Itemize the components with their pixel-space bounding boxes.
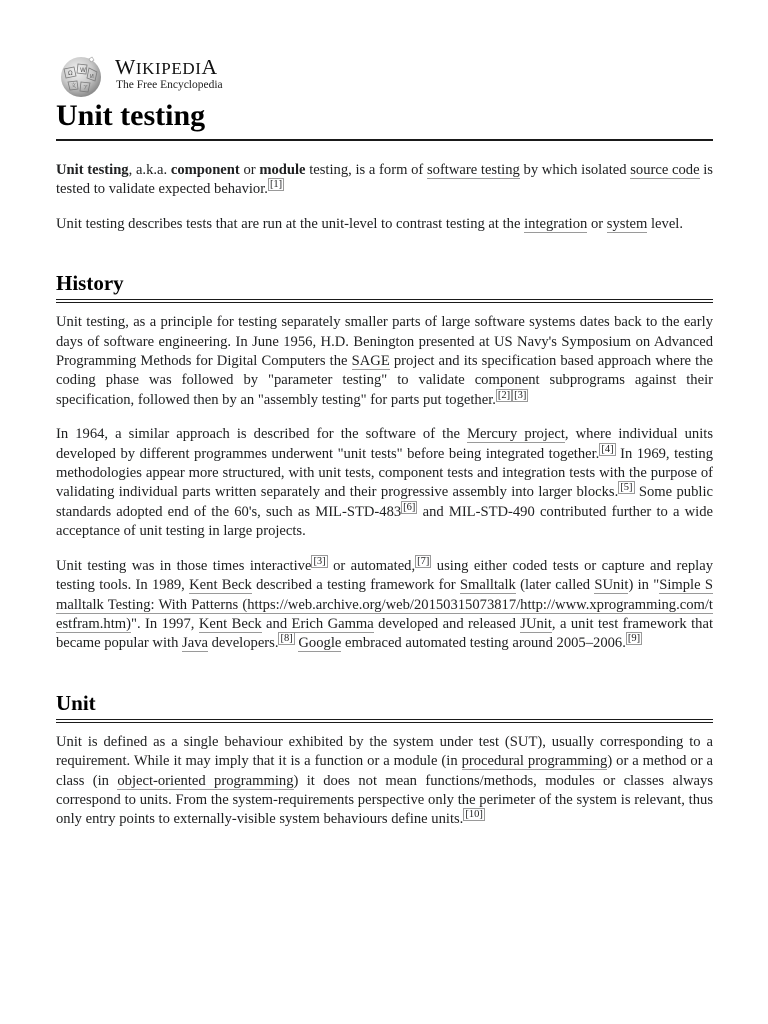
link-integration[interactable]: integration xyxy=(524,215,588,232)
wikipedia-brand[interactable] xyxy=(56,52,713,98)
svg-text:И: И xyxy=(90,74,94,80)
link-system[interactable]: system xyxy=(606,215,648,232)
link-junit[interactable]: JUnit xyxy=(520,615,552,632)
history-paragraph-3: Unit testing was in those times interactive [3] or automated, [7] using either coded tests or capture and replay testing tools. In 1989, Kent Beck described a testing framework for Smalltalk (later called SUnit) in "Simple Smalltalk Testing: With Patterns (https://web.archive.org/web/20150315073817/http://www.xprogramming.com/testfram.htm)". In 1997, Kent Beck and Erich Gamma developed and released JUnit, a unit test framework that became popular with Java developers. [8] Google embraced automated testing around 2005–2006. [9] xyxy=(56,555,713,652)
history-paragraph-2: In 1964, a similar approach is described for the software of the Mercury project, where individual units developed by different programmes underwent "unit tests" before being integrated together. [4] In 1969, testing methodologies appear more structured, with unit tests, component tests and integration tests with the purpose of validating individual parts written separately and their progressive assembly into larger blocks. [5] Some public standards adopted end of the 60's, such as MIL-STD-483 [6] and MIL-STD-490 contributed further to a wide acceptance of unit testing in large projects. xyxy=(56,426,714,540)
link-erich-gamma[interactable]: Erich Gamma xyxy=(291,615,374,632)
link-google[interactable]: Google xyxy=(298,635,342,652)
intro-paragraph-1: Unit testing, a.k.a. component or module testing, is a form of software testing by which isolated source code is tested to validate expected behavior. [1] xyxy=(56,162,713,198)
link-mercury-project[interactable]: Mercury project xyxy=(467,426,565,443)
link-source-code[interactable]: source code xyxy=(630,162,700,178)
link-kent-beck-2[interactable]: Kent Beck xyxy=(198,615,262,632)
reference-5[interactable]: [5] xyxy=(620,482,633,494)
link-procedural-programming[interactable]: procedural programming xyxy=(461,753,608,770)
wikipedia-tagline: The Free Encyclopedia xyxy=(116,79,223,91)
reference-4[interactable]: [4] xyxy=(601,443,614,455)
link-smalltalk[interactable]: Smalltalk xyxy=(459,577,516,594)
link-software-testing[interactable]: software testing xyxy=(426,162,520,178)
intro-paragraph-2: Unit testing describes tests that are run at the unit-level to contrast testing at the integration or system level. xyxy=(56,215,684,232)
reference-2[interactable]: [2] xyxy=(497,389,511,401)
link-java[interactable]: Java xyxy=(182,635,208,652)
reference-3[interactable]: [3] xyxy=(514,389,527,401)
link-simple-smalltalk-testing[interactable]: Simple Smalltalk Testing: With Patterns (https://web.archive.org/web/20150315073817/http://www.xprogramming.com/testfram.htm) xyxy=(56,577,713,632)
svg-text:W: W xyxy=(80,67,86,74)
svg-text:Ω: Ω xyxy=(68,70,73,77)
reference-1[interactable]: [1] xyxy=(269,179,283,191)
reference-3[interactable]: [3] xyxy=(313,555,326,567)
reference-9[interactable]: [9] xyxy=(627,633,641,645)
link-sunit[interactable]: SUnit xyxy=(594,577,629,594)
link-kent-beck[interactable]: Kent Beck xyxy=(189,577,252,594)
section-heading-history: History xyxy=(56,270,713,303)
unit-paragraph-1: Unit is defined as a single behaviour exhibited by the system under test (SUT), usually corresponding to a requirement. While it may imply that it is a function or a module (in procedural programming) or a method or a class (in object-oriented programming) it does not mean functions/methods, modules or classes always correspond to units. From the system-requirements perspective only the perimeter of the system is relevant, thus only entry points to externally-visible system behaviours define units. [10] xyxy=(56,733,713,828)
wikipedia-globe-icon xyxy=(56,54,106,98)
history-paragraph-1: Unit testing, as a principle for testing separately smaller parts of large software systems dates back to the early days of software engineering. In June 1956, H.D. Benington presented at US Navy's Symposium on Advanced Programming Methods for Digital Computers the SAGE project and its specification based approach where the coding phase was followed by "parameter testing" to validate component subprograms against their specification, followed then by an "assembly testing" for parts put together. [2] [3] xyxy=(56,314,713,408)
reference-7[interactable]: [7] xyxy=(417,555,430,567)
reference-8[interactable]: [8] xyxy=(280,633,293,645)
reference-10[interactable]: [10] xyxy=(465,809,483,821)
reference-6[interactable]: [6] xyxy=(403,501,416,513)
section-heading-unit: Unit xyxy=(56,690,713,723)
page-title: Unit testing xyxy=(56,98,713,141)
wikipedia-wordmark: WIKIPEDIA xyxy=(115,55,218,79)
article-page xyxy=(56,52,713,830)
svg-text:ア: ア xyxy=(83,85,89,91)
link-sage[interactable]: SAGE xyxy=(351,353,390,370)
svg-text:文: 文 xyxy=(71,83,77,89)
link-object-oriented-programming[interactable]: object-oriented programming xyxy=(117,772,294,789)
